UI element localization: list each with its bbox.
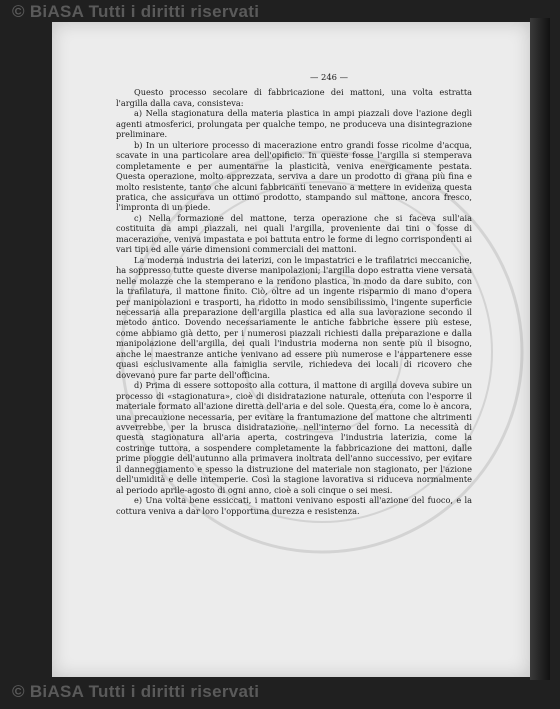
watermark-bottom: © BiASA Tutti i diritti riservati	[12, 682, 260, 701]
page-number: — 246 —	[309, 72, 349, 82]
page-text	[116, 72, 472, 516]
paragraph: c) Nella formazione del mattone, terza operazione che si faceva sull'aia costituita da ampi piazzali, nei quali l'argilla, proveniente dai tini o fosse di macerazione, veniva impastata e poi battuta entro le forme di legno corrispondenti ai vari tipi ed alle varie dimensioni commerciali dei mattoni.	[116, 212, 472, 255]
paragraph: d) Prima di essere sottoposto alla cottura, il mattone di argilla doveva subire un processo di «stagionatura», cioè di disidratazione naturale, ottenuta con l'esporre il materiale formato all'azione diretta dell'aria e del sole. Questa era, come lo è ancora, una precauzione necessaria, per evitare la frantumazione del mattone che altrimenti avverrebbe, per la brusca disidratazione, nell'interno del forno. La necessità di questa stagionatura all'aria aperta, costringeva l'industria laterizia, come la costringe tuttora, a sospendere completamente la fabbricazione dei mattoni, dalle prime pioggie dell'autunno alla primavera inoltrata dell'anno successivo, per evitare il danneggiamento e spesso la distruzione del materiale non stagionato, per l'azione dell'umidità e delle intemperie. Così la stagione lavorativa si riduceva normalmente al periodo aprile-agosto di ogni anno, cioè a soli cinque o sei mesi.	[116, 380, 472, 495]
paragraph: e) Una volta bene essiccati, i mattoni venivano esposti all'azione del fuoco, e la cottura veniva a dar loro l'opportuna durezza e resistenza.	[116, 495, 472, 516]
paragraph: Questo processo secolare di fabbricazione dei mattoni, una volta estratta l'argilla dalla cava, consisteva:	[116, 87, 472, 108]
book-spine-shadow	[530, 18, 550, 680]
paragraph: a) Nella stagionatura della materia plastica in ampi piazzali dove l'azione degli agenti atmosferici, prolungata per qualche tempo, ne produceva una disintegrazione preliminare.	[116, 108, 472, 140]
paragraph: La moderna industria dei laterizi, con le impastatrici e le trafilatrici meccaniche, ha soppresso tutte queste diverse manipolazioni; l'argilla dopo estratta viene versata nelle molazze che la stemperano e la rendono plastica, in modo da dare subito, con la trafilatura, il mattone finito. Ciò, oltre ad un ingente risparmio di mano d'opera per manipolazioni e trasporti, ha ridotto in modo sensibilissimo, l'ingente superficie necessaria alla preparazione dell'argilla plastica ed alla sua lavorazione secondo il metodo antico. Dovendo necessariamente le antiche fabbriche essere più estese, come abbiamo già detto, per i numerosi piazzali richiesti dalla preparazione e dalla manipolazione dell'argilla, dei quali l'industria moderna non sente più il bisogno, anche le maestranze antiche venivano ad essere più numerose e l'appartenere esse quasi esclusivamente alla famiglia servile, richiedeva dei locali di ricovero che dovevano pure far parte dell'officina.	[116, 254, 472, 380]
paragraph: b) In un ulteriore processo di macerazione entro grandi fosse ricolme d'acqua, scavate in una particolare area dell'opificio. In queste fosse l'argilla si stemperava completamente e per aumentarne la plasticità, veniva energicamente pestata. Questa operazione, molto apprezzata, serviva a dare un prodotto di grana più fina e molto resistente, tanto che alcuni fabbricanti tenevano a mettere in evidenza questa pratica, che assicurava un ottimo prodotto, stampando sul mattone, ancora fresco, l'impronta di un piede.	[116, 139, 472, 213]
watermark-top: © BiASA Tutti i diritti riservati	[12, 2, 260, 21]
